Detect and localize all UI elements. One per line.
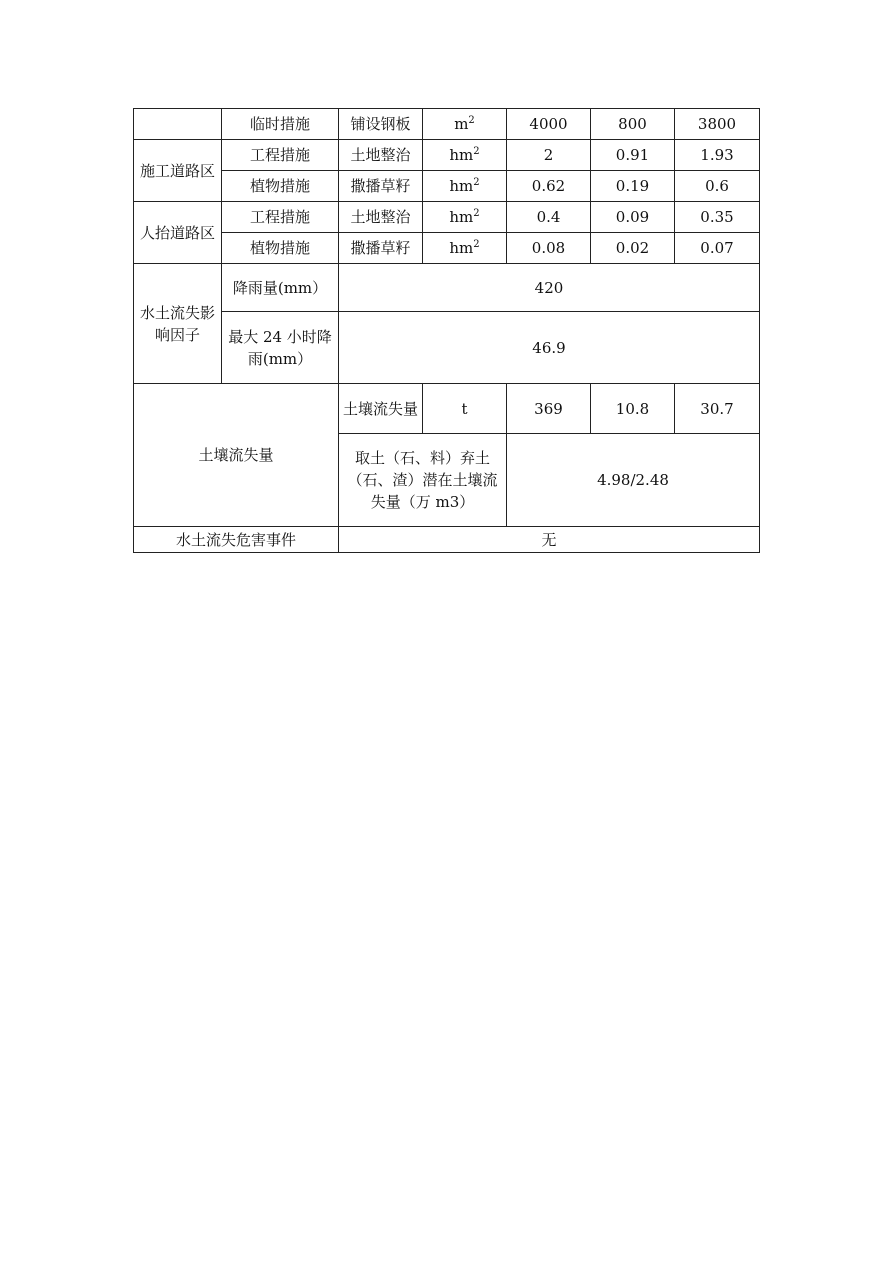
value-cell: 1.93 (675, 140, 760, 171)
table-row (134, 264, 760, 312)
table-row (134, 140, 760, 171)
factor-label-cell: 水土流失影响因子 (134, 264, 222, 384)
measure-cell: 土地整治 (339, 140, 423, 171)
unit-cell: $m^2$ (423, 109, 507, 140)
value-cell: 0.4 (507, 202, 591, 233)
soil-loss-label-cell: 土壤流失量 (134, 384, 339, 527)
measure-type-cell: 工程措施 (222, 140, 339, 171)
value-cell: 369 (507, 384, 591, 434)
value-cell: 4000 (507, 109, 591, 140)
value-cell: 3800 (675, 109, 760, 140)
max24-value-cell: 46.9 (339, 312, 760, 384)
table-row (134, 384, 760, 434)
value-cell: 0.62 (507, 171, 591, 202)
value-cell: 0.02 (591, 233, 675, 264)
value-cell: 0.09 (591, 202, 675, 233)
rainfall-label-cell: 降雨量(mm） (222, 264, 339, 312)
value-cell: 2 (507, 140, 591, 171)
value-cell: 10.8 (591, 384, 675, 434)
soil-erosion-table (133, 108, 760, 553)
table-row (134, 312, 760, 384)
unit-cell: $hm^2$ (423, 171, 507, 202)
value-cell: 0.19 (591, 171, 675, 202)
value-cell: 0.35 (675, 202, 760, 233)
measure-cell: 撒播草籽 (339, 233, 423, 264)
value-cell: 0.6 (675, 171, 760, 202)
value-cell: 0.07 (675, 233, 760, 264)
value-cell: 30.7 (675, 384, 760, 434)
potential-loss-value-cell: 4.98/2.48 (507, 434, 760, 527)
value-cell: 800 (591, 109, 675, 140)
area-cell: 施工道路区 (134, 140, 222, 202)
measure-type-cell: 工程措施 (222, 202, 339, 233)
unit-cell: $hm^2$ (423, 202, 507, 233)
measure-cell: 铺设钢板 (339, 109, 423, 140)
measure-type-cell: 植物措施 (222, 233, 339, 264)
hazard-label-cell: 水土流失危害事件 (134, 527, 339, 553)
unit-cell: $hm^2$ (423, 140, 507, 171)
rainfall-value-cell: 420 (339, 264, 760, 312)
value-cell: 0.91 (591, 140, 675, 171)
unit-cell: $hm^2$ (423, 233, 507, 264)
value-cell: 0.08 (507, 233, 591, 264)
potential-loss-label-cell: 取土（石、料）弃土（石、渣）潜在土壤流失量（万 m3） (339, 434, 507, 527)
table-row (134, 527, 760, 553)
unit-cell: t (423, 384, 507, 434)
table-row (134, 109, 760, 140)
table-row (134, 202, 760, 233)
measure-cell: 土地整治 (339, 202, 423, 233)
area-cell (134, 109, 222, 140)
measure-type-cell: 临时措施 (222, 109, 339, 140)
table-row (134, 171, 760, 202)
table-row (134, 233, 760, 264)
area-cell: 人抬道路区 (134, 202, 222, 264)
measure-type-cell: 植物措施 (222, 171, 339, 202)
measure-cell: 撒播草籽 (339, 171, 423, 202)
soil-loss-row-label-cell: 土壤流失量 (339, 384, 423, 434)
hazard-value-cell: 无 (339, 527, 760, 553)
max24-label-cell: 最大 24 小时降雨(mm） (222, 312, 339, 384)
